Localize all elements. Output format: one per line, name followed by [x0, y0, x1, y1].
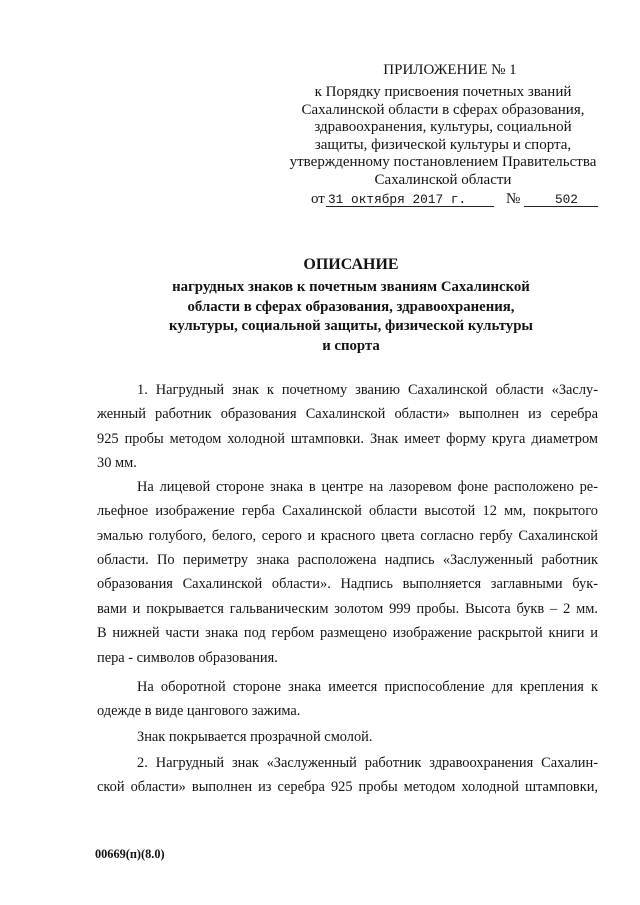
paragraph-line: пера - символов образования. [97, 649, 278, 666]
paragraph-line: образования Сахалинской области». Надпись выполняется заглавными бук- [97, 576, 598, 593]
appendix-reference [288, 84, 598, 189]
paragraph-line: вами и покрывается гальваническим золотом 999 пробы. Высота букв – 2 мм. [97, 600, 598, 617]
paragraph-line: 2. Нагрудный знак «Заслуженный работник здравоохранения Сахалин- [137, 754, 598, 771]
subtitle-line: нагрудных знаков к почетным званиям Сахалинской [172, 279, 530, 295]
paragraph-line: области. По периметру знака расположена надпись «Заслуженный работник [97, 551, 598, 568]
paragraph-line: Знак покрывается прозрачной смолой. [137, 728, 373, 745]
paragraph [97, 675, 598, 724]
resolution-date: 31 октября 2017 г. [326, 190, 494, 207]
paragraph-line: женный работник образования Сахалинской области» выполнен из серебра [97, 406, 598, 423]
paragraph-line: На лицевой стороне знака в центре на лазоревом фоне расположено ре- [137, 478, 598, 495]
paragraph-line: одежде в виде цангового зажима. [97, 703, 301, 720]
footer-document-code: 00669(п)(8.0) [95, 847, 165, 861]
paragraph-line: В нижней части знака под гербом размещено изображение раскрытой книги и [97, 625, 598, 642]
subtitle-line: и спорта [322, 337, 380, 354]
appendix-title: ПРИЛОЖЕНИЕ № 1 [383, 62, 517, 78]
date-prefix: от [311, 191, 325, 207]
paragraph-line: На оборотной стороне знака имеется приспособление для крепления к [137, 678, 598, 695]
paragraph [97, 378, 598, 476]
paragraph-line: 1. Нагрудный знак к почетному званию Сахалинской области «Заслу- [137, 381, 598, 398]
paragraph [97, 725, 598, 749]
document-title: ОПИСАНИЕ [303, 256, 399, 273]
subtitle-line: области в сферах образования, здравоохранения, [187, 298, 515, 315]
appendix-line: к Порядку присвоения почетных званий [314, 84, 572, 100]
document-subtitle [97, 278, 605, 356]
subtitle-line: культуры, социальной защиты, физической культуры [169, 318, 533, 334]
appendix-line: Сахалинской области в сферах образования, [301, 101, 585, 118]
paragraph [97, 475, 598, 670]
paragraph-line: ской области» выполнен из серебра 925 пробы методом холодной штамповки, [97, 779, 598, 796]
appendix-line: утвержденному постановлением Правительства [289, 154, 597, 170]
paragraph-line: эмалью голубого, белого, серого и красного цвета согласно гербу Сахалинской [97, 527, 598, 544]
appendix-line: Сахалинской области [374, 171, 512, 188]
appendix-line: защиты, физической культуры и спорта, [314, 136, 572, 153]
paragraph [97, 751, 598, 800]
paragraph-line: льефное изображение герба Сахалинской области высотой 12 мм, покрытого [97, 503, 598, 520]
resolution-number: 502 [524, 190, 598, 207]
paragraph-line: 925 пробы методом холодной штамповки. Знак имеет форму круга диаметром [97, 430, 598, 447]
number-sign: № [506, 191, 521, 207]
appendix-line: здравоохранения, культуры, социальной [314, 119, 572, 135]
resolution-date-row [0, 190, 640, 208]
paragraph-line: 30 мм. [97, 454, 137, 471]
